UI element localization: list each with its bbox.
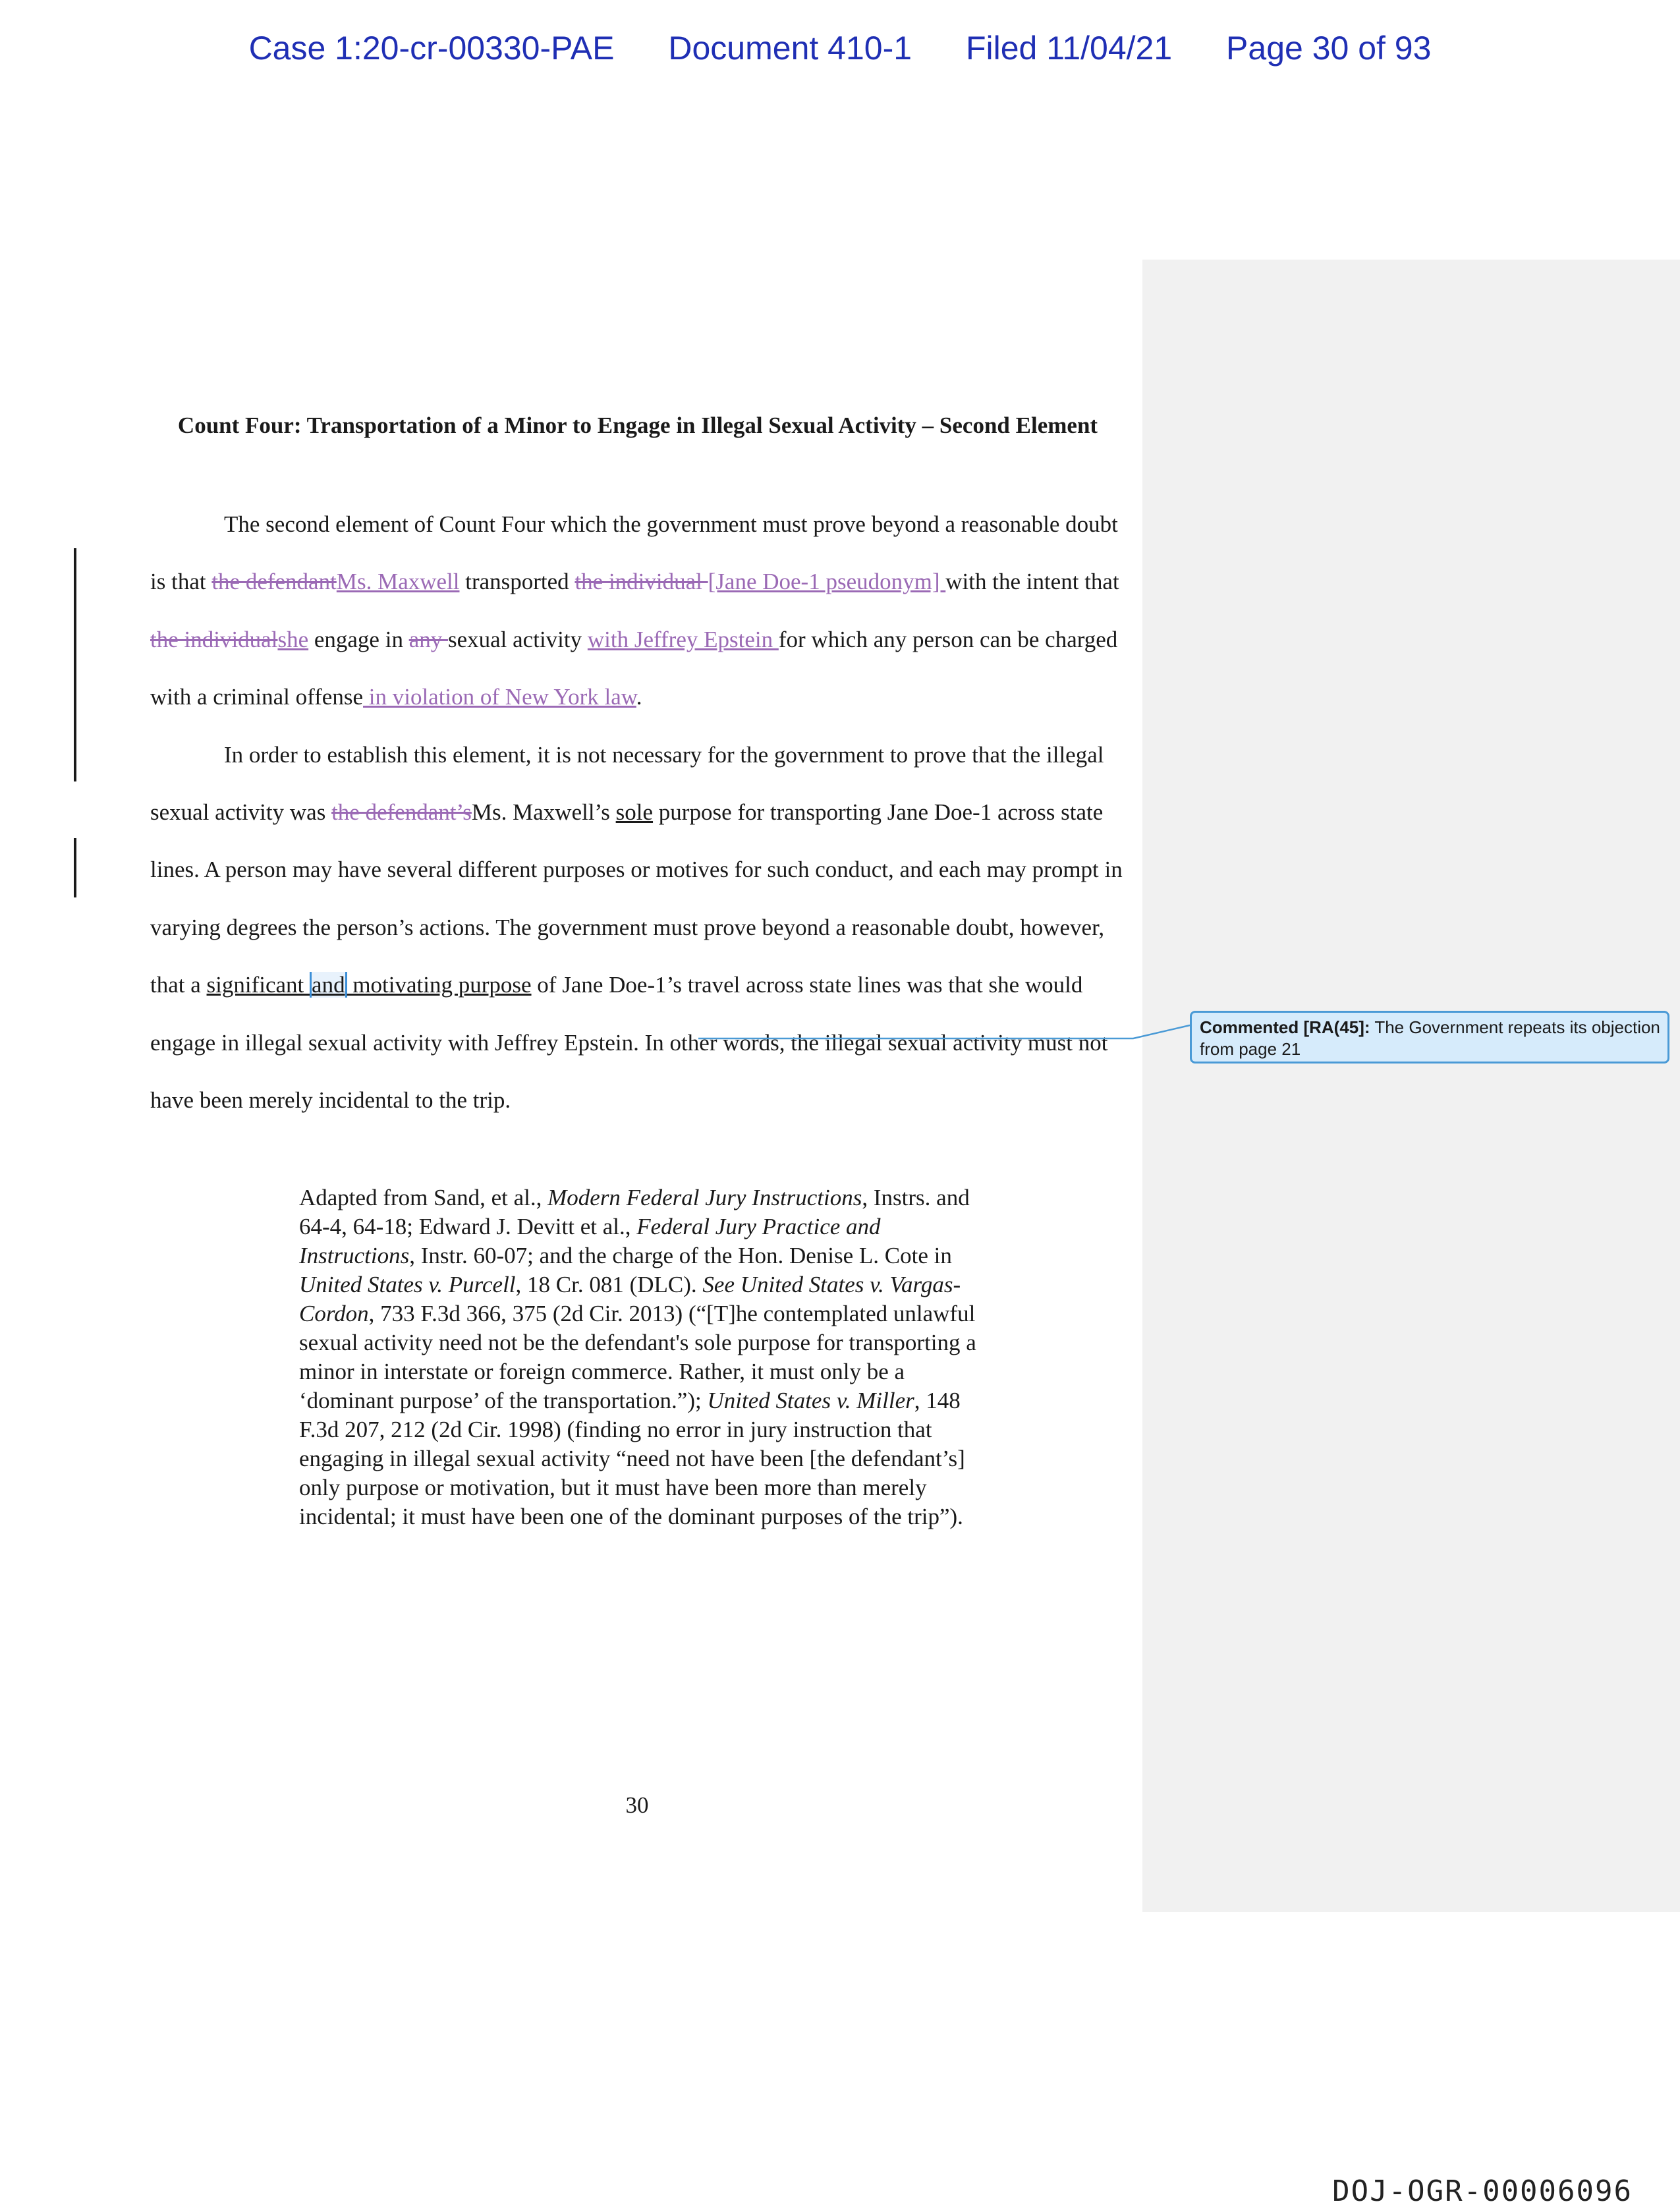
bates-number: DOJ-OGR-00006096 (1332, 2174, 1633, 2208)
comment-label: Commented [RA(45]: (1200, 1017, 1370, 1037)
paragraph-2: In order to establish this element, it is not necessary for the government to prove that the illegal sexual activity was the defendant’sMs. Maxwell’s sole purpose for transporting Jane Doe-1 across state lines. A person may have several different purposes or motives for such conduct, and each may prompt in varying degrees the person’s actions. The government must prove beyond a reasonable doubt, however, that a significant and motivating purpose of Jane Doe-1’s travel across state lines was that she would engage in illegal sexual activity with Jeffrey Epstein. In other words, the illegal sexual activity must not have been merely incidental to the trip. (150, 741, 1123, 1114)
underlined-text: sole (615, 799, 654, 826)
inserted-text: with Jeffrey Epstein (587, 626, 779, 652)
filed-date: Filed 11/04/21 (965, 30, 1173, 67)
comment-anchor[interactable]: and (310, 972, 347, 998)
underlined-text: significant (206, 972, 310, 998)
deleted-text: any (408, 626, 448, 652)
case-number: Case 1:20-cr-00330-PAE (248, 30, 615, 67)
underlined-text: motivating purpose (347, 972, 532, 998)
page-indicator: Page 30 of 93 (1226, 30, 1432, 67)
section-title: Count Four: Transportation of a Minor to Engage in Illegal Sexual Activity – Second Element (177, 412, 1098, 438)
inserted-text: in violation of New York law (363, 684, 636, 710)
paragraph-1: The second element of Count Four which the government must prove beyond a reasonable doubt is that the defendantMs. Maxwell transported the individual [Jane Doe-1 pseudonym] with the intent that the individualshe engage in any sexual activity with Jeffrey Epstein for which any person can be charged with a criminal offense in violation of New York law. (150, 511, 1119, 710)
page-number: 30 (625, 1792, 649, 1818)
deleted-text: the individual (150, 626, 278, 652)
citation-block: Adapted from Sand, et al., Modern Federal Jury Instructions, Instrs. and 64-4, 64-18; Edward J. Devitt et al., Federal Jury Practice and Instructions, Instr. 60-07; and the charge of the Hon. Denise L. Cote in United States v. Purcell, 18 Cr. 081 (DLC). See United States v. Vargas-Cordon, 733 F.3d 366, 375 (2d Cir. 2013) (“[T]he contemplated unlawful sexual activity need not be the defendant's sole purpose for transporting a minor in interstate or foreign commerce. Rather, it must only be a ‘dominant purpose’ of the transportation.”); United States v. Miller, 148 F.3d 207, 212 (2d Cir. 1998) (finding no error in jury instruction that engaging in illegal sexual activity “need not have been [the defendant’s] only purpose or motivation, but it must have been more than merely incidental; it must have been one of the dominant purposes of the trip”). (299, 1185, 976, 1529)
comment-text: The Government repeats its objection from page 21 (1200, 1017, 1660, 1059)
document-number: Document 410-1 (668, 30, 912, 67)
inserted-text: Ms. Maxwell (336, 569, 460, 595)
comment-balloon[interactable] (1190, 1011, 1669, 1063)
inserted-text: she (277, 626, 309, 652)
inserted-text: [Jane Doe-1 pseudonym] (708, 569, 946, 595)
deleted-text: the defendant (211, 569, 337, 595)
deleted-text: the defendant’s (331, 799, 472, 826)
deleted-text: the individual (574, 569, 708, 595)
